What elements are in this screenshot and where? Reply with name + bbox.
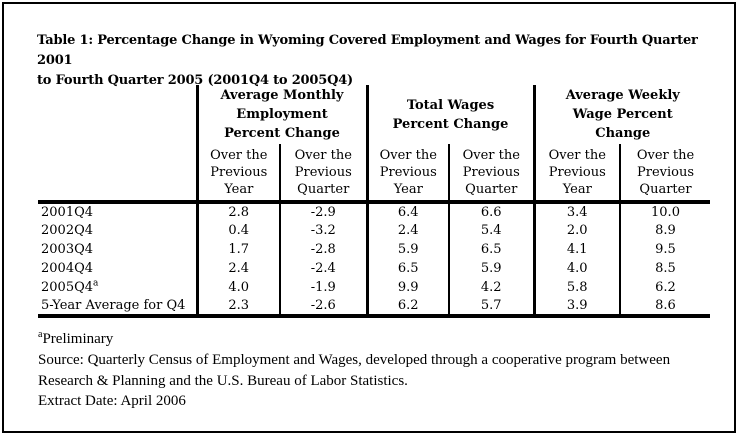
subheader-weekly-wage-year: Over the Previous Year <box>534 144 620 202</box>
subheader-employment-year: Over the Previous Year <box>197 144 280 202</box>
footnote-preliminary <box>38 329 113 349</box>
value-cell: 9.5 <box>620 240 710 259</box>
value-cell: 6.2 <box>367 297 449 316</box>
value-cell: 2.4 <box>197 259 280 278</box>
value-cell: -3.2 <box>280 221 367 240</box>
column-group-header-total-wages: Total Wages Percent Change <box>367 85 534 144</box>
table-title-line2: to Fourth Quarter 2005 (2001Q4 to 2005Q4) <box>37 73 354 88</box>
value-cell: -2.4 <box>280 259 367 278</box>
footnote-preliminary-text: Preliminary <box>42 331 114 347</box>
table-row-2001q4 <box>38 202 710 221</box>
value-cell: 3.9 <box>534 297 620 316</box>
table-title <box>37 31 727 91</box>
value-cell: 4.0 <box>534 259 620 278</box>
subheader-total-wages-year: Over the Previous Year <box>367 144 449 202</box>
subheader-total-wages-quarter: Over the Previous Quarter <box>449 144 534 202</box>
value-cell: 2.3 <box>197 297 280 316</box>
value-cell: 5.4 <box>449 221 534 240</box>
footnote-extract-date: Extract Date: April 2006 <box>38 393 186 409</box>
preliminary-footnote-marker: a <box>93 278 99 289</box>
column-group-header-row <box>38 85 710 144</box>
value-cell: 8.6 <box>620 297 710 316</box>
value-cell: 2.0 <box>534 221 620 240</box>
row-label: 2005Q4$^a$ <box>41 278 99 295</box>
corner-cell <box>38 85 197 144</box>
value-cell: 6.4 <box>367 202 449 221</box>
table-title-line1: Table 1: Percentage Change in Wyoming Covered Employment and Wages for Fourth Quarter 2001 <box>37 33 698 68</box>
table-row-2005q4 <box>38 278 710 297</box>
footnote-source: Source: Quarterly Census of Employment and Wages, developed through a cooperative program between Research & Planning and the U.S. Bureau of Labor Statistics. <box>38 352 671 389</box>
value-cell: 8.5 <box>620 259 710 278</box>
data-table <box>38 85 710 318</box>
value-cell: 4.2 <box>449 278 534 297</box>
table-row-2002q4 <box>38 221 710 240</box>
value-cell: 0.4 <box>197 221 280 240</box>
value-cell: 6.6 <box>449 202 534 221</box>
value-cell: 4.0 <box>197 278 280 297</box>
value-cell: 8.9 <box>620 221 710 240</box>
row-label: 2001Q4 <box>41 205 94 220</box>
value-cell: 6.5 <box>367 259 449 278</box>
value-cell: 3.4 <box>534 202 620 221</box>
row-label: 5-Year Average for Q4 <box>38 297 197 316</box>
value-cell: 2.8 <box>197 202 280 221</box>
table-row-2004q4 <box>38 259 710 278</box>
row-label: 2004Q4 <box>41 261 94 276</box>
footnote-superscript: a <box>38 329 43 340</box>
row-label: 2002Q4 <box>41 223 94 238</box>
value-cell: 5.9 <box>449 259 534 278</box>
value-cell: 6.5 <box>449 240 534 259</box>
row-label-header-cell <box>38 144 197 202</box>
value-cell: -2.8 <box>280 240 367 259</box>
table-row-2003q4 <box>38 240 710 259</box>
subheader-employment-quarter: Over the Previous Quarter <box>280 144 367 202</box>
value-cell: 6.2 <box>620 278 710 297</box>
column-group-header-employment: Average Monthly Employment Percent Change <box>197 85 367 144</box>
column-subheader-row <box>38 144 710 202</box>
value-cell: -2.9 <box>280 202 367 221</box>
subheader-weekly-wage-quarter: Over the Previous Quarter <box>620 144 710 202</box>
table-row-5-year-average <box>38 297 710 316</box>
value-cell: 5.8 <box>534 278 620 297</box>
value-cell: 9.9 <box>367 278 449 297</box>
row-label: 2003Q4 <box>41 242 94 257</box>
value-cell: -2.6 <box>280 297 367 316</box>
value-cell: 5.9 <box>367 240 449 259</box>
value-cell: 10.0 <box>620 202 710 221</box>
value-cell: 5.7 <box>449 297 534 316</box>
value-cell: 2.4 <box>367 221 449 240</box>
value-cell: 1.7 <box>197 240 280 259</box>
value-cell: -1.9 <box>280 278 367 297</box>
column-group-header-weekly-wage: Average Weekly Wage Percent Change <box>534 85 710 144</box>
value-cell: 4.1 <box>534 240 620 259</box>
